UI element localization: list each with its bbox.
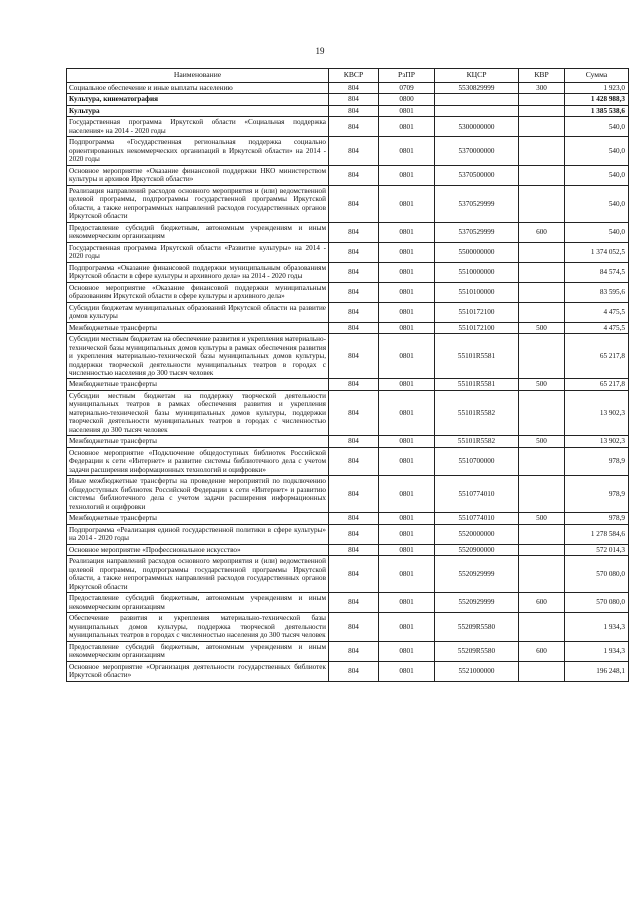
table-row	[67, 613, 629, 641]
cell-kvr	[519, 544, 565, 555]
cell-kvr	[519, 165, 565, 185]
cell-kvsr: 804	[329, 447, 379, 475]
cell-kcsr: 5520929999	[435, 556, 519, 593]
cell-sum: 978,9	[565, 476, 629, 513]
header-kvsr: КВСР	[329, 69, 379, 83]
cell-kvr	[519, 556, 565, 593]
table-row	[67, 262, 629, 282]
cell-kvr	[519, 661, 565, 681]
cell-rzpr: 0801	[379, 117, 435, 137]
cell-kvr	[519, 524, 565, 544]
cell-sum: 1 934,3	[565, 613, 629, 641]
cell-name: Реализация направлений расходов основного мероприятия и (или) ведомственной целевой программы, подпрограммы государственной программы Иркутской области, а также непрограммных направлений расходов государственных органов Иркутской области	[67, 556, 329, 593]
cell-name: Культура	[67, 105, 329, 116]
cell-kvsr: 804	[329, 556, 379, 593]
table-row	[67, 165, 629, 185]
cell-kvsr: 804	[329, 379, 379, 390]
cell-sum: 1 374 052,5	[565, 242, 629, 262]
cell-kvsr: 804	[329, 641, 379, 661]
table-row	[67, 242, 629, 262]
table-row	[67, 82, 629, 93]
cell-rzpr: 0801	[379, 613, 435, 641]
cell-name: Обеспечение развития и укрепления материально-технической базы муниципальных домов культуры, поддержка творческой деятельности муниципальных театров в городах с численностью населения до 300 тысяч человек	[67, 613, 329, 641]
cell-name: Основное мероприятие «Оказание финансовой поддержки муниципальным образованиям Иркутской области в сфере культуры и архивного дела»	[67, 282, 329, 302]
cell-kvr	[519, 613, 565, 641]
cell-name: Основное мероприятие «Организация деятельности государственных библиотек Иркутской области»	[67, 661, 329, 681]
table-row	[67, 593, 629, 613]
cell-kvr	[519, 137, 565, 165]
cell-sum: 1 278 584,6	[565, 524, 629, 544]
cell-kvr	[519, 105, 565, 116]
cell-name: Основное мероприятие «Профессиональное искусство»	[67, 544, 329, 555]
cell-kcsr: 5521000000	[435, 661, 519, 681]
cell-kcsr: 5510100000	[435, 282, 519, 302]
cell-kvsr: 804	[329, 593, 379, 613]
table-row	[67, 556, 629, 593]
cell-kcsr: 55101R5581	[435, 334, 519, 379]
cell-rzpr: 0801	[379, 556, 435, 593]
cell-sum: 1 428 988,3	[565, 94, 629, 105]
cell-kvr: 500	[519, 436, 565, 447]
cell-kvr	[519, 262, 565, 282]
cell-sum: 570 080,0	[565, 593, 629, 613]
cell-kvr	[519, 302, 565, 322]
header-kvr: КВР	[519, 69, 565, 83]
cell-kvsr: 804	[329, 661, 379, 681]
cell-kvsr: 804	[329, 302, 379, 322]
cell-rzpr: 0801	[379, 436, 435, 447]
cell-kcsr: 5520929999	[435, 593, 519, 613]
table-row	[67, 524, 629, 544]
cell-name: Предоставление субсидий бюджетным, автономным учреждениям и иным некоммерческим организациям	[67, 641, 329, 661]
cell-kvsr: 804	[329, 390, 379, 435]
cell-kcsr: 5510172100	[435, 302, 519, 322]
cell-name: Культура, кинематография	[67, 94, 329, 105]
table-row	[67, 137, 629, 165]
table-row	[67, 302, 629, 322]
cell-kvsr: 804	[329, 476, 379, 513]
cell-name: Социальное обеспечение и иные выплаты населению	[67, 82, 329, 93]
cell-sum: 83 595,6	[565, 282, 629, 302]
cell-kcsr: 5300000000	[435, 117, 519, 137]
cell-kcsr: 5370529999	[435, 222, 519, 242]
cell-kcsr	[435, 105, 519, 116]
cell-name: Субсидии местным бюджетам на поддержку творческой деятельности муниципальных театров в рамках обеспечения развития и укрепления материально-технической базы муниципальных домов культуры, поддержки творческой деятельности муниципальных театров в городах с численностью населения до 300 тысяч человек	[67, 390, 329, 435]
cell-rzpr: 0801	[379, 242, 435, 262]
cell-kvsr: 804	[329, 282, 379, 302]
cell-rzpr: 0801	[379, 524, 435, 544]
cell-name: Иные межбюджетные трансферты на проведение мероприятий по подключению общедоступных библиотек Российской Федерации к сети «Интернет» и развитию системы библиотечного дела с учетом задачи расширения информационных технологий и оцифровки	[67, 476, 329, 513]
cell-kvsr: 804	[329, 137, 379, 165]
cell-name: Реализация направлений расходов основного мероприятия и (или) ведомственной целевой программы, подпрограммы государственной программы Иркутской области, а также непрограммных направлений расходов государственных органов Иркутской области	[67, 185, 329, 222]
cell-sum: 4 475,5	[565, 322, 629, 333]
cell-kcsr: 55209R5580	[435, 613, 519, 641]
cell-name: Субсидии бюджетам муниципальных образований Иркутской области на развитие домов культуры	[67, 302, 329, 322]
table-row	[67, 661, 629, 681]
cell-sum: 84 574,5	[565, 262, 629, 282]
cell-kvr	[519, 476, 565, 513]
cell-kvsr: 804	[329, 613, 379, 641]
cell-sum: 540,0	[565, 137, 629, 165]
cell-name: Подпрограмма «Государственная региональная поддержка социально ориентированных некоммерческих организаций в Иркутской области» на 2014 - 2020 годы	[67, 137, 329, 165]
cell-sum: 572 014,3	[565, 544, 629, 555]
cell-rzpr: 0801	[379, 185, 435, 222]
cell-kvsr: 804	[329, 165, 379, 185]
cell-kvr	[519, 94, 565, 105]
cell-kcsr: 5510774010	[435, 513, 519, 524]
cell-kcsr	[435, 94, 519, 105]
cell-name: Подпрограмма «Оказание финансовой поддержки муниципальным образованиям Иркутской области в сфере культуры и архивного дела» на 2014 - 2020 годы	[67, 262, 329, 282]
cell-kcsr: 5510774010	[435, 476, 519, 513]
cell-rzpr: 0800	[379, 94, 435, 105]
table-row	[67, 185, 629, 222]
cell-kcsr: 5510700000	[435, 447, 519, 475]
cell-name: Межбюджетные трансферты	[67, 322, 329, 333]
table-row	[67, 334, 629, 379]
cell-kcsr: 5370529999	[435, 185, 519, 222]
cell-name: Основное мероприятие «Оказание финансовой поддержки НКО министерством культуры и архивов Иркутской области»	[67, 165, 329, 185]
table-header-row	[67, 69, 629, 83]
cell-kcsr: 5370000000	[435, 137, 519, 165]
table-row	[67, 379, 629, 390]
cell-kvsr: 804	[329, 436, 379, 447]
cell-kcsr: 5510000000	[435, 262, 519, 282]
cell-sum: 540,0	[565, 185, 629, 222]
cell-kcsr: 55101R5582	[435, 390, 519, 435]
cell-name: Подпрограмма «Реализация единой государственной политики в сфере культуры» на 2014 - 2020 годы	[67, 524, 329, 544]
budget-table	[66, 68, 629, 682]
header-name: Наименование	[67, 69, 329, 83]
header-rzpr: РзПР	[379, 69, 435, 83]
cell-rzpr: 0801	[379, 334, 435, 379]
table-row	[67, 544, 629, 555]
cell-kvsr: 804	[329, 262, 379, 282]
cell-kvsr: 804	[329, 513, 379, 524]
cell-sum: 1 934,3	[565, 641, 629, 661]
table-row	[67, 641, 629, 661]
cell-sum: 1 923,0	[565, 82, 629, 93]
cell-rzpr: 0801	[379, 661, 435, 681]
table-row	[67, 476, 629, 513]
cell-kvr	[519, 390, 565, 435]
cell-kvr: 600	[519, 222, 565, 242]
cell-rzpr: 0801	[379, 390, 435, 435]
cell-kvsr: 804	[329, 334, 379, 379]
table-row	[67, 282, 629, 302]
table-body	[67, 82, 629, 681]
cell-kvr	[519, 447, 565, 475]
cell-sum: 65 217,8	[565, 334, 629, 379]
cell-sum: 570 080,0	[565, 556, 629, 593]
cell-sum: 13 902,3	[565, 436, 629, 447]
cell-name: Субсидии местным бюджетам на обеспечение развития и укрепления материально-технической базы муниципальных домов культуры в рамках обеспечения развития и укрепления материально-технической базы муниципальных домов культуры, поддержки творческой деятельности муниципальных театров в городах с численностью населения до 300 тысяч человек	[67, 334, 329, 379]
cell-kvr: 500	[519, 379, 565, 390]
cell-name: Предоставление субсидий бюджетным, автономным учреждениям и иным некоммерческим организациям	[67, 222, 329, 242]
cell-kvsr: 804	[329, 117, 379, 137]
cell-kvsr: 804	[329, 222, 379, 242]
cell-kvr: 500	[519, 322, 565, 333]
cell-rzpr: 0801	[379, 165, 435, 185]
cell-name: Межбюджетные трансферты	[67, 513, 329, 524]
cell-rzpr: 0801	[379, 544, 435, 555]
cell-kcsr: 55101R5581	[435, 379, 519, 390]
cell-sum: 540,0	[565, 222, 629, 242]
cell-sum: 196 248,1	[565, 661, 629, 681]
cell-name: Межбюджетные трансферты	[67, 436, 329, 447]
cell-kvr: 500	[519, 513, 565, 524]
cell-kvr: 600	[519, 593, 565, 613]
cell-kvr	[519, 282, 565, 302]
table-row	[67, 447, 629, 475]
cell-kvsr: 804	[329, 524, 379, 544]
table-row	[67, 117, 629, 137]
cell-kvr	[519, 334, 565, 379]
page-number: 19	[315, 46, 325, 56]
cell-rzpr: 0801	[379, 282, 435, 302]
cell-kvsr: 804	[329, 82, 379, 93]
cell-rzpr: 0801	[379, 379, 435, 390]
table-row	[67, 436, 629, 447]
header-sum: Сумма	[565, 69, 629, 83]
cell-kcsr: 5510172100	[435, 322, 519, 333]
table-row	[67, 322, 629, 333]
cell-kvsr: 804	[329, 544, 379, 555]
cell-rzpr: 0801	[379, 447, 435, 475]
cell-sum: 65 217,8	[565, 379, 629, 390]
cell-kvr	[519, 117, 565, 137]
cell-rzpr: 0801	[379, 641, 435, 661]
header-kcsr: КЦСР	[435, 69, 519, 83]
cell-rzpr: 0801	[379, 593, 435, 613]
cell-name: Государственная программа Иркутской области «Развитие культуры» на 2014 - 2020 годы	[67, 242, 329, 262]
cell-kcsr: 5370500000	[435, 165, 519, 185]
cell-name: Основное мероприятие «Подключение общедоступных библиотек Российской Федерации к сети «Интернет» и развитие системы библиотечного дела с учетом задачи расширения информационных технологий и оцифровки»	[67, 447, 329, 475]
table-row	[67, 94, 629, 105]
cell-kvr	[519, 185, 565, 222]
cell-kcsr: 5530829999	[435, 82, 519, 93]
cell-rzpr: 0801	[379, 222, 435, 242]
cell-kcsr: 55209R5580	[435, 641, 519, 661]
cell-name: Межбюджетные трансферты	[67, 379, 329, 390]
table-row	[67, 105, 629, 116]
cell-rzpr: 0801	[379, 302, 435, 322]
table-row	[67, 513, 629, 524]
cell-kvr: 600	[519, 641, 565, 661]
cell-rzpr: 0801	[379, 105, 435, 116]
cell-kvsr: 804	[329, 322, 379, 333]
cell-sum: 540,0	[565, 165, 629, 185]
cell-sum: 13 902,3	[565, 390, 629, 435]
cell-rzpr: 0801	[379, 513, 435, 524]
table-row	[67, 390, 629, 435]
cell-kcsr: 5520900000	[435, 544, 519, 555]
cell-sum: 1 385 538,6	[565, 105, 629, 116]
cell-name: Государственная программа Иркутской области «Социальная поддержка населения» на 2014 - 2020 годы	[67, 117, 329, 137]
cell-kcsr: 5500000000	[435, 242, 519, 262]
cell-rzpr: 0709	[379, 82, 435, 93]
cell-name: Предоставление субсидий бюджетным, автономным учреждениям и иным некоммерческим организациям	[67, 593, 329, 613]
cell-sum: 978,9	[565, 447, 629, 475]
cell-rzpr: 0801	[379, 137, 435, 165]
cell-kvr	[519, 242, 565, 262]
cell-kvsr: 804	[329, 94, 379, 105]
cell-sum: 978,9	[565, 513, 629, 524]
cell-rzpr: 0801	[379, 322, 435, 333]
cell-kvsr: 804	[329, 105, 379, 116]
cell-rzpr: 0801	[379, 262, 435, 282]
cell-rzpr: 0801	[379, 476, 435, 513]
cell-kvsr: 804	[329, 185, 379, 222]
cell-sum: 540,0	[565, 117, 629, 137]
cell-kcsr: 55101R5582	[435, 436, 519, 447]
cell-kvr: 300	[519, 82, 565, 93]
cell-sum: 4 475,5	[565, 302, 629, 322]
cell-kvsr: 804	[329, 242, 379, 262]
table-row	[67, 222, 629, 242]
cell-kcsr: 5520000000	[435, 524, 519, 544]
